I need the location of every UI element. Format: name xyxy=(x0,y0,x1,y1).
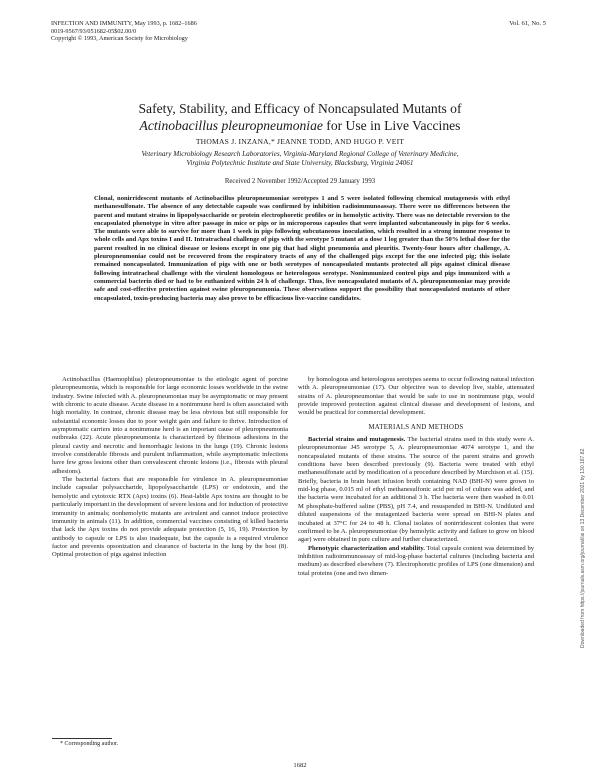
journal-code: 0019-9567/93/051682-05$02.00/0 xyxy=(51,27,137,35)
intro-paragraph-1: Actinobacillus (Haemophilus) pleuropneumoniae is the etiologic agent of porcine pleuropneumonia, which is responsible for large economic losses worldwide in the swine industry. Swine infected with A. pleuropneumoniae may be asymptomatic or may present with chronic to acute disease. Acute disease in a nonimmune herd is often associated with high mortality. In contrast, chronic disease may be less obvious but still responsible for substantial economic losses due to poor weight gain and failure to thrive. Introduction of asymptomatic carriers into a nonimmune herd is an important cause of pleuropneumonia outbreaks (22). Acute pleuropneumonia is characterized by fibrinous adhesions in the pleural cavity and necrotic and hemorrhagic lesions in the lungs (19). Chronic lesions involve considerable fibrosis and purulent inflammation, while asymptomatic infections have few gross lesions other than convalescent chronic lesions (i.e., fibrosis with pleural adhesions). xyxy=(52,376,288,475)
methods-paragraph-1 xyxy=(298,436,534,544)
affiliation-line-1: Veterinary Microbiology Research Laboratories, Virginia-Maryland Regional College of Veterinary Medicine, xyxy=(141,150,459,158)
download-watermark xyxy=(573,398,586,648)
volume-label: Vol. 61, No. 5 xyxy=(509,20,546,27)
methods-text-1: The bacterial strains used in this study were A. pleuropneumoniae J45 serotype 5, A. pleuropneumoniae 4074 serotype 1, and the noncapsulated mutants of these strains. The source of the parent strains and growth conditions have been described previously (9). Bacteria were treated with ethyl methanesulfonate acid by modification of a procedure described by Murchison et al. (15). Briefly, bacteria in brain heart infusion broth containing NAD (BHI-N) were grown to mid-log phase, 0.015 ml of ethyl methanesulfonic acid per ml of culture was added, and the bacteria were incubated for an additional 3 h. The bacteria were then washed in 0.01 M phosphate-buffered saline (PBS), pH 7.4, and resuspended in BHI-N. Undiluted and diluted suspensions of the mutagenized bacteria were spread on BHI-N plates and incubated at 37°C for 24 to 48 h. Clonal isolates of nonirridescent colonies that were confirmed to be A. pleuropneumoniae (by hemolytic activity and failure to grow on blood agar) were obtained in pure culture and further characterized. xyxy=(298,436,535,544)
subheading-characterization: Phenotypic characterization and stability. xyxy=(308,544,425,552)
affiliation xyxy=(60,150,540,168)
title-line-1: Safety, Stability, and Efficacy of Noncapsulated Mutants of xyxy=(138,101,462,116)
paper-title xyxy=(40,101,560,134)
journal-header xyxy=(51,20,197,43)
intro-paragraph-2: The bacterial factors that are responsible for virulence in A. pleuropneumoniae include capsular polysaccharide, lipopolysaccharide (LPS) or endotoxin, and the hemolytic and cytotoxic RTX (Apx) toxins (6). Heat-labile Apx toxins are thought to be particularly important in the development of severe lesions and for induction of protective immunity in animals; nonhemolytic mutants are avirulent and cannot induce protective immunity in animals (11). In addition, commercial vaccines consisting of killed bacteria that lack the Apx toxins do not provide adequate protection (5, 16, 19). Protection by antibody to capsule or LPS is also inadequate, but the capsule is a required virulence factor and prevents opsonization and clearance of bacteria in the lung by the host (8). Optimal protection of pigs against infection xyxy=(52,476,288,559)
abstract: Clonal, nonirridescent mutants of Actinobacillus pleuropneumoniae serotypes 1 and 5 were isolated following chemical mutagenesis with ethyl methanesulfonate. The absence of any detectable capsule was confirmed by inhibition radioimmunoassay. There were no differences between the parent and mutant strains in lipopolysaccharide or protein electrophoretic profiles or in hemolytic activity. There was no detectable reversion to the encapsulated phenotype in vitro after passage in mice or pigs or in microporous capsules that were implanted subcutaneously in pigs for 6 weeks. The mutants were able to survive for more than 1 week in pigs following subcutaneous inoculation, which resulted in a strong immune response to whole cells and Apx toxins I and II. Intratracheal challenge of pigs with the serotype 5 mutant at a dose 1 log greater than the 50% lethal dose for the parent resulted in no clinical disease or lesions except in one pig that had slight pneumonia and pleuritis. Twenty-four hours after challenge, A. pleuropneumoniae could not be recovered from the respiratory tracts of any of the challenged pigs except for the one infected pig; this isolate remained noncapsulated. Immunization of pigs with one or both serotypes of noncapsulated mutants protected all pigs against clinical disease following intratracheal challenge with the virulent homologous or heterologous serotype. Nonimmunized control pigs and pigs immunized with a commercial bacterin died or had to be euthanized within 24 h of challenge. Thus, live noncapsulated mutants of A. pleuropneumoniae may provide safe and cost-effective protection against swine pleuropneumonia. These observations support the possibility that noncapsulated mutants of other encapsulated, toxin-producing bacteria may also prove to be efficacious live-vaccine candidates. xyxy=(94,195,510,302)
body-column-right xyxy=(298,376,534,578)
author-list: THOMAS J. INZANA,* JEANNE TODD, AND HUGO P. VEIT xyxy=(195,137,405,146)
methods-text-2: Total capsule content was determined by inhibition radioimmunoassay of mid-log-phase bacterial cultures (including bacteria and medium) as described elsewhere (7). Electrophoretic profiles of LPS (one dimension) and total proteins (one and two dimen- xyxy=(298,544,534,577)
footnote: * Corresponding author. xyxy=(60,741,119,747)
title-species: Actinobacillus pleuropneumoniae xyxy=(139,117,323,133)
subheading-strains: Bacterial strains and mutagenesis. xyxy=(308,436,406,444)
affiliation-line-2: Virginia Polytechnic Institute and State University, Blacksburg, Virginia 24061 xyxy=(186,159,414,168)
title-line-2 xyxy=(40,118,560,135)
footnote-divider xyxy=(52,738,112,739)
copyright-line: Copyright © 1993, American Society for Microbiology xyxy=(51,35,188,43)
page-number: 1682 xyxy=(293,762,307,769)
journal-citation: INFECTION AND IMMUNITY, May 1993, p. 1682–1686 xyxy=(51,20,197,27)
body-column-left xyxy=(52,376,288,560)
title-rest: for Use in Live Vaccines xyxy=(322,117,461,133)
intro-paragraph-3: by homologous and heterologous serotypes seems to occur following natural infection with A. pleuropneumoniae (17). Our objective was to develop live, stable, attenuated strains of A. pleuropneumoniae that would be safe to use in nonimmune pigs, would provide improved protection against clinical disease and development of lesions, and would be practical for commercial development. xyxy=(298,376,534,417)
download-note: Downloaded from https://journals.asm.org/journal/iai on 13 December 2021 by 130.187.82. xyxy=(580,447,586,648)
received-dates: Received 2 November 1992/Accepted 29 January 1993 xyxy=(224,178,376,185)
methods-paragraph-2 xyxy=(298,545,534,578)
section-heading: MATERIALS AND METHODS xyxy=(368,423,464,431)
